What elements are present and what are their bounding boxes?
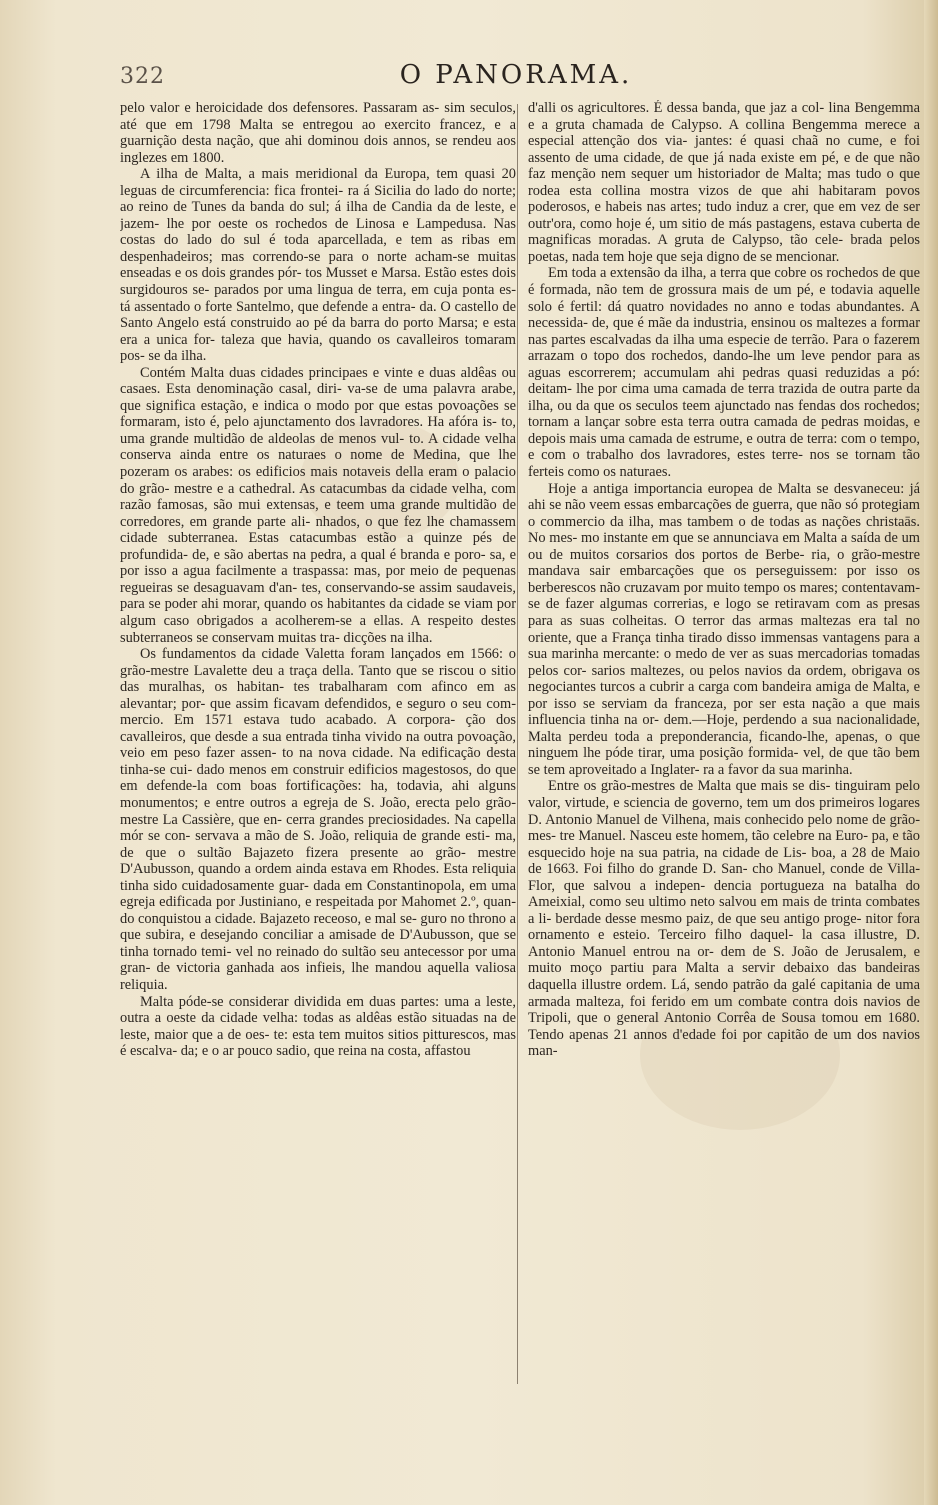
paragraph: A ilha de Malta, a mais meridional da Europa, tem quasi 20 leguas de circumferencia: fica frontei- ra á Sicilia do lado do norte; ao reino de Tunes da banda do sul; á ilha de Candia da de leste, e jazem- lhe por oeste os rochedos de Linosa e Lampedusa. Nas costas do lado do sul é toda aparcellada, e tem as ribas em despenhadeiros; mas correndo-se para o norte acham-se muitas enseadas e os dois grandes pór- tos Musset e Marsa. Estão estes dois surgidouros se- parados por uma lingua de terra, em cuja ponta es- tá assentado o forte Santelmo, que defende a entra- da. O castello de Santo Angelo está construido ao pé da barra do porto Marsa; e esta era a unica for- taleza que havia, quando os cavalleiros tomaram pos- se da ilha.	[120, 166, 516, 365]
paragraph: d'alli os agricultores. É dessa banda, que jaz a col- lina Bengemma e a gruta chamada de Calypso. A collina Bengemma merece a especial attenção dos via- jantes: é quasi chaã no cume, e foi assento de uma cidade, de que já nada existe em pé, e de que não faz menção nem sequer um historiador de Malta; mas tudo o que rodea esta collina mostra vizos de que ahi habitaram povos poderosos, e habeis nas artes; tudo induz a crer, que em vez de ser outr'ora, como hoje é, um sitio de más pastagens, estava cuberta de magnificas moradas. A gruta de Calypso, tão cele- brada pelos poetas, nada tem hoje que seja digno de se mencionar.	[528, 100, 920, 265]
journal-title: O PANORAMA.	[399, 60, 633, 90]
paragraph: Em toda a extensão da ilha, a terra que cobre os rochedos de que é formada, não tem de grossura mais de um pé, e todavia aquelle solo é fertil: dá quatro novidades no anno e todas abundantes. A necessida- de, que é mãe da industria, ensinou os maltezes a formar nas partes escalvadas da ilha uma especie de terrão. Para o fazerem arrazam o topo dos rochedos, dando-lhe um leve pendor para as aguas escorrerem; accumulam ahi pedras quasi reduzidas a pó: deitam- lhe por cima uma camada de terra trazida de outra parte da ilha, ou da que os seculos teem ajunctado nas fendas dos rochedos; tornam a lançar sobre esta terra outra camada de pedras moidas, e depois mais uma camada de estrume, e outra de terra: com o tempo, e com o trabalho dos lavradores, estes terre- nos se tornam tão ferteis como os naturaes.	[528, 265, 920, 481]
left-column	[120, 100, 516, 1390]
paragraph: Hoje a antiga importancia europea de Malta se desvaneceu: já ahi se não veem essas embarcações de guerra, que não só protegiam o commercio da ilha, mas tambem o de todas as nações christaās. No mes- mo instante em que se annunciava em Malta a saída de um ou de muitos corsarios dos portos de Berbe- ria, o grão-mestre mandava sair embarcações que os perseguissem: por isso os berberescos não cruzavam por muito tempo os mares; contentavam-se de fazer algumas correrias, e logo se retiravam com as presas para as suas colheitas. O terror das armas maltezas era tal no oriente, que a França tinha tirado disso immensas vantagens para a sua marinha mercante: o medo de ver as suas mercadorias tomadas pelos cor- sarios maltezes, ou pelos navios da ordem, obrigava os negociantes turcos a cubrir a carga com bandeira amiga de Malta, e por isso se serviam da franceza, por ser esta nação a que mais influencia tinha na or- dem.—Hoje, perdendo a sua nacionalidade, Malta perdeu toda a preponderancia, ficando-lhe, apenas, o que ninguem lhe póde tirar, uma posição formida- vel, de que tão bem se tem aproveitado a Inglater- ra a favor da sua marinha.	[528, 480, 920, 778]
page-number: 322	[120, 64, 165, 89]
column-divider	[517, 104, 518, 1384]
paragraph: pelo valor e heroicidade dos defensores. Passaram as- sim seculos, até que em 1798 Malta se entregou ao exercito francez, e a guarnição desta nação, que ahi dominou dois annos, se rendeu aos inglezes em 1800.	[120, 100, 516, 166]
paragraph: Entre os grão-mestres de Malta que mais se dis- tinguiram pelo valor, virtude, e sciencia de governo, tem um dos primeiros logares D. Antonio Manuel de Vilhena, mais conhecido pelo nome de grão-mes- tre Manuel. Nasceu este homem, tão celebre na Euro- pa, e tão esquecido hoje na sua patria, na cidade de Lis- boa, a 28 de Maio de 1663. Foi filho do grande D. San- cho Manuel, conde de Villa-Flor, que salvou a indepen- dencia portugueza na batalha do Ameixial, como seu ultimo neto salvou em mais de trinta combates a li- berdade desse mesmo paiz, de que seu antigo proge- nitor fora ornamento e esteio. Terceiro filho daquel- la casa illustre, D. Antonio Manuel entrou na or- dem de S. João de Jerusalem, e muito moço partiu para Malta a servir debaixo das bandeiras daquella illustre ordem. Lá, sendo patrão da galé capitania de uma armada malteza, foi ferido em um combate contra dois navios de Tripoli, que o general Antonio Corrêa de Sousa tomou em 1680. Tendo apenas 21 annos d'edade foi por capitão de um dos navios man-	[528, 778, 920, 1060]
right-column	[528, 100, 920, 1390]
paragraph: Os fundamentos da cidade Valetta foram lançados em 1566: o grão-mestre Lavalette deu a traça della. Tanto que se riscou o sitio das muralhas, os habitan- tes trabalharam com afinco em as alevantar; por- que assim ficavam defendidos, e seguro o seu com- mercio. Em 1571 estava tudo acabado. A corpora- ção dos cavalleiros, que desde a sua entrada tinha vivido na outra povoação, veio em peso fazer assen- to na nova cidade. Na edificação desta tinha-se cui- dado menos em construir edificios magestosos, do que em defende-la com boas fortificações: ha, todavia, ahi alguns monumentos; e entre outros a egreja de S. João, erecta pelo grão-mestre La Cassière, que en- cerra grandes preciosidades. Na capella mór se con- servava a mão de S. João, reliquia de grande esti- ma, de que o sultão Bajazeto fizera presente ao grão- mestre D'Aubusson, quando a ordem ainda estava em Rhodes. Esta reliquia tinha sido cuidadosamente guar- dada em Constantinopola, em uma egreja edificada por Justiniano, e respeitada por Mahomet 2.º, quan- do conquistou a cidade. Bajazeto receoso, e mal se- guro no throno a que subira, e desejando conciliar a amisade de D'Aubusson, que se tinha tornado temi- vel no reinado do sultão seu antecessor por uma gran- de victoria ganhada aos infieis, lhe mandou aquella valiosa reliquia.	[120, 646, 516, 993]
paragraph: Malta póde-se considerar dividida em duas partes: uma a leste, outra a oeste da cidade velha: todas as aldêas estão situadas na de leste, maior que a de oes- te: esta tem muitos sitios pitturescos, mas é escalva- da; e o ar pouco sadio, que reina na costa, affastou	[120, 993, 516, 1060]
page-edge	[924, 0, 938, 1505]
page-header	[108, 58, 924, 98]
paragraph: Contém Malta duas cidades principaes e vinte e duas aldêas ou casaes. Esta denominação casal, diri- va-se de uma palavra arabe, que significa estação, e indica o modo por que estas povoações se formaram, isto é, pelo ajunctamento dos lavradores. Ha afóra is- to, uma grande multidão de aldeolas de menos vul- to. A cidade velha conserva ainda entre os naturaes o nome de Medina, que lhe pozeram os arabes: os edificios mais notaveis della eram o palacio do grão- mestre e a cathedral. As catacumbas da cidade velha, com razão famosas, são mui extensas, e teem uma grande multidão de corredores, em grande parte ali- nhados, o que fez lhe chamassem cidade subterranea. Estas catacumbas estão a quinze pés de profundida- de, e são abertas na pedra, a qual é branda e poro- sa, e por isso a agua facilmente a traspassa: mas, por meio de pequenas regueiras se desaguavam d'an- tes, conservando-se assim saudaveis, para se poder ahi morar, quando os habitantes da cidade se viam por algum caso obrigados a acolherem-se a ellas. A respeito destes subterraneos se conservam muitas tra- dicções na ilha.	[120, 364, 516, 646]
